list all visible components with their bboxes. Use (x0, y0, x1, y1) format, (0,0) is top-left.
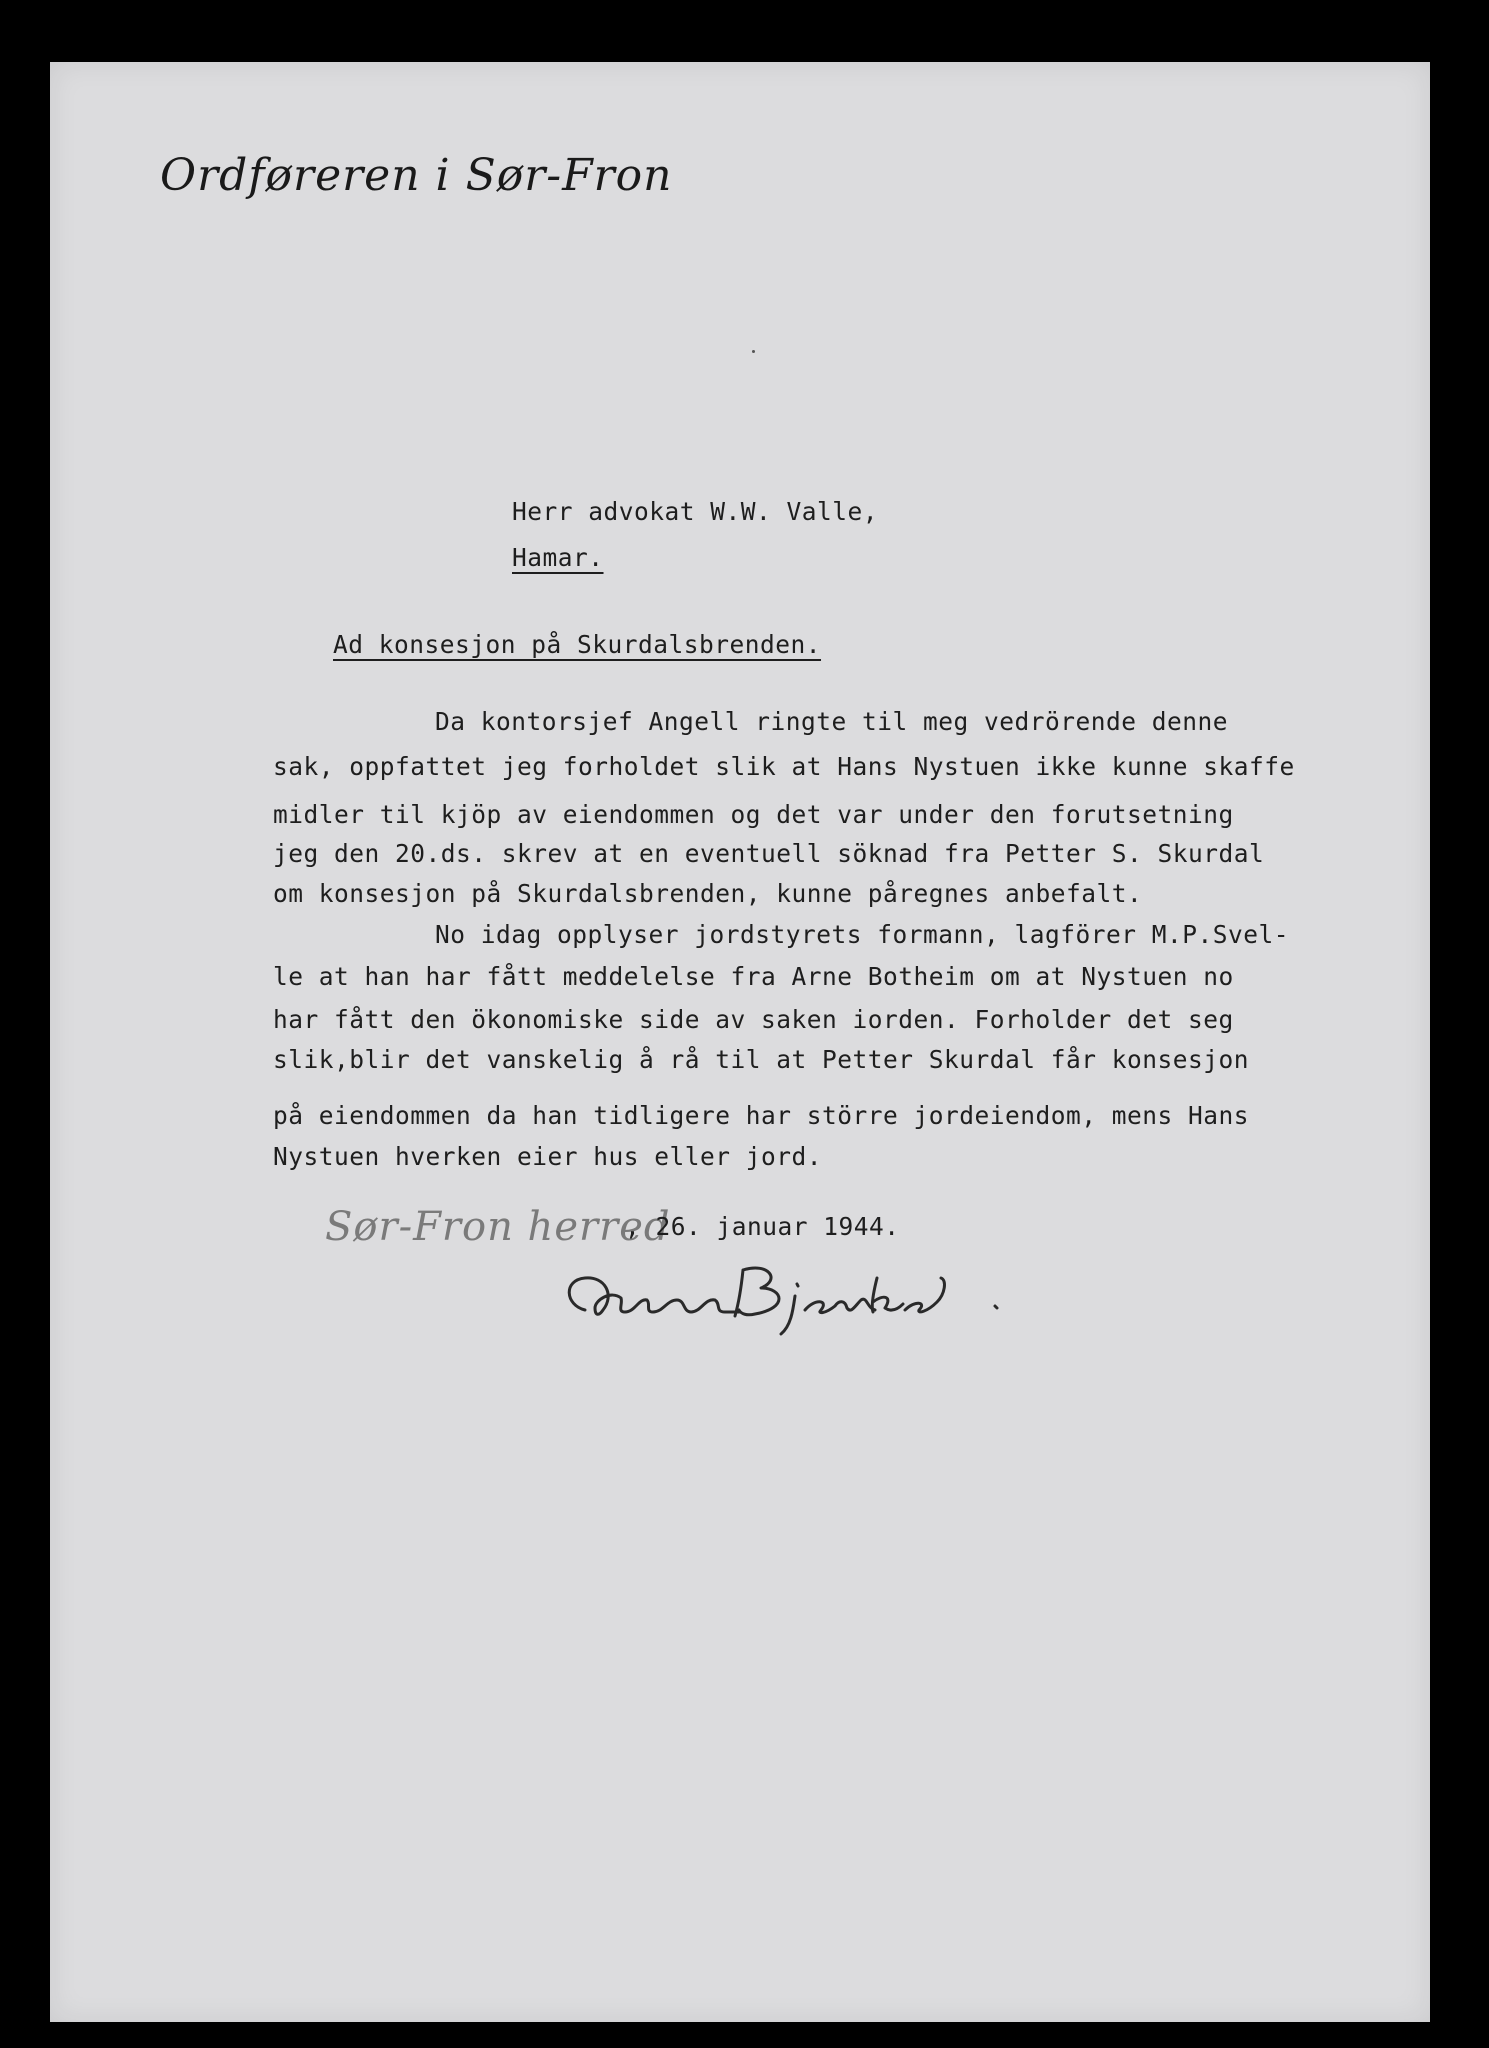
letter-page (50, 62, 1430, 2022)
recipient-city: Hamar. (512, 543, 604, 572)
body-line: Nystuen hverken eier hus eller jord. (273, 1142, 823, 1171)
body-line: sak, oppfattet jeg forholdet slik at Hans Nystuen ikke kunne skaffe (273, 752, 1295, 781)
body-line: Da kontorsjef Angell ringte til meg vedrörende denne (435, 707, 1229, 736)
body-line: jeg den 20.ds. skrev at en eventuell söknad fra Petter S. Skurdal (273, 839, 1265, 868)
body-line: har fått den ökonomiske side av saken iorden. Forholder det seg (273, 1005, 1234, 1034)
body-line: om konsesjon på Skurdalsbrenden, kunne påregnes anbefalt. (273, 879, 1143, 908)
letter-date: , 26. januar 1944. (625, 1212, 900, 1241)
body-line: le at han har fått meddelelse fra Arne Botheim om at Nystuen no (273, 962, 1234, 991)
body-line: No idag opplyser jordstyrets formann, lagförer M.P.Svel- (435, 920, 1290, 949)
body-line: midler til kjöp av eiendommen og det var under den forutsetning (273, 800, 1234, 829)
letterhead: Ordføreren i Sør-Fron (160, 150, 673, 201)
body-line: slik,blir det vanskelig å rå til at Petter Skurdal får konsesjon (273, 1045, 1250, 1074)
subject-line: Ad konsesjon på Skurdalsbrenden. (333, 630, 822, 659)
place-stamp: Sør-Fron herred (325, 1204, 671, 1250)
recipient-name: Herr advokat W.W. Valle, (512, 497, 879, 526)
body-line: på eiendommen da han tidligere har större jordeiendom, mens Hans (273, 1101, 1250, 1130)
signature (555, 1250, 1075, 1340)
paper-speck (752, 350, 755, 353)
